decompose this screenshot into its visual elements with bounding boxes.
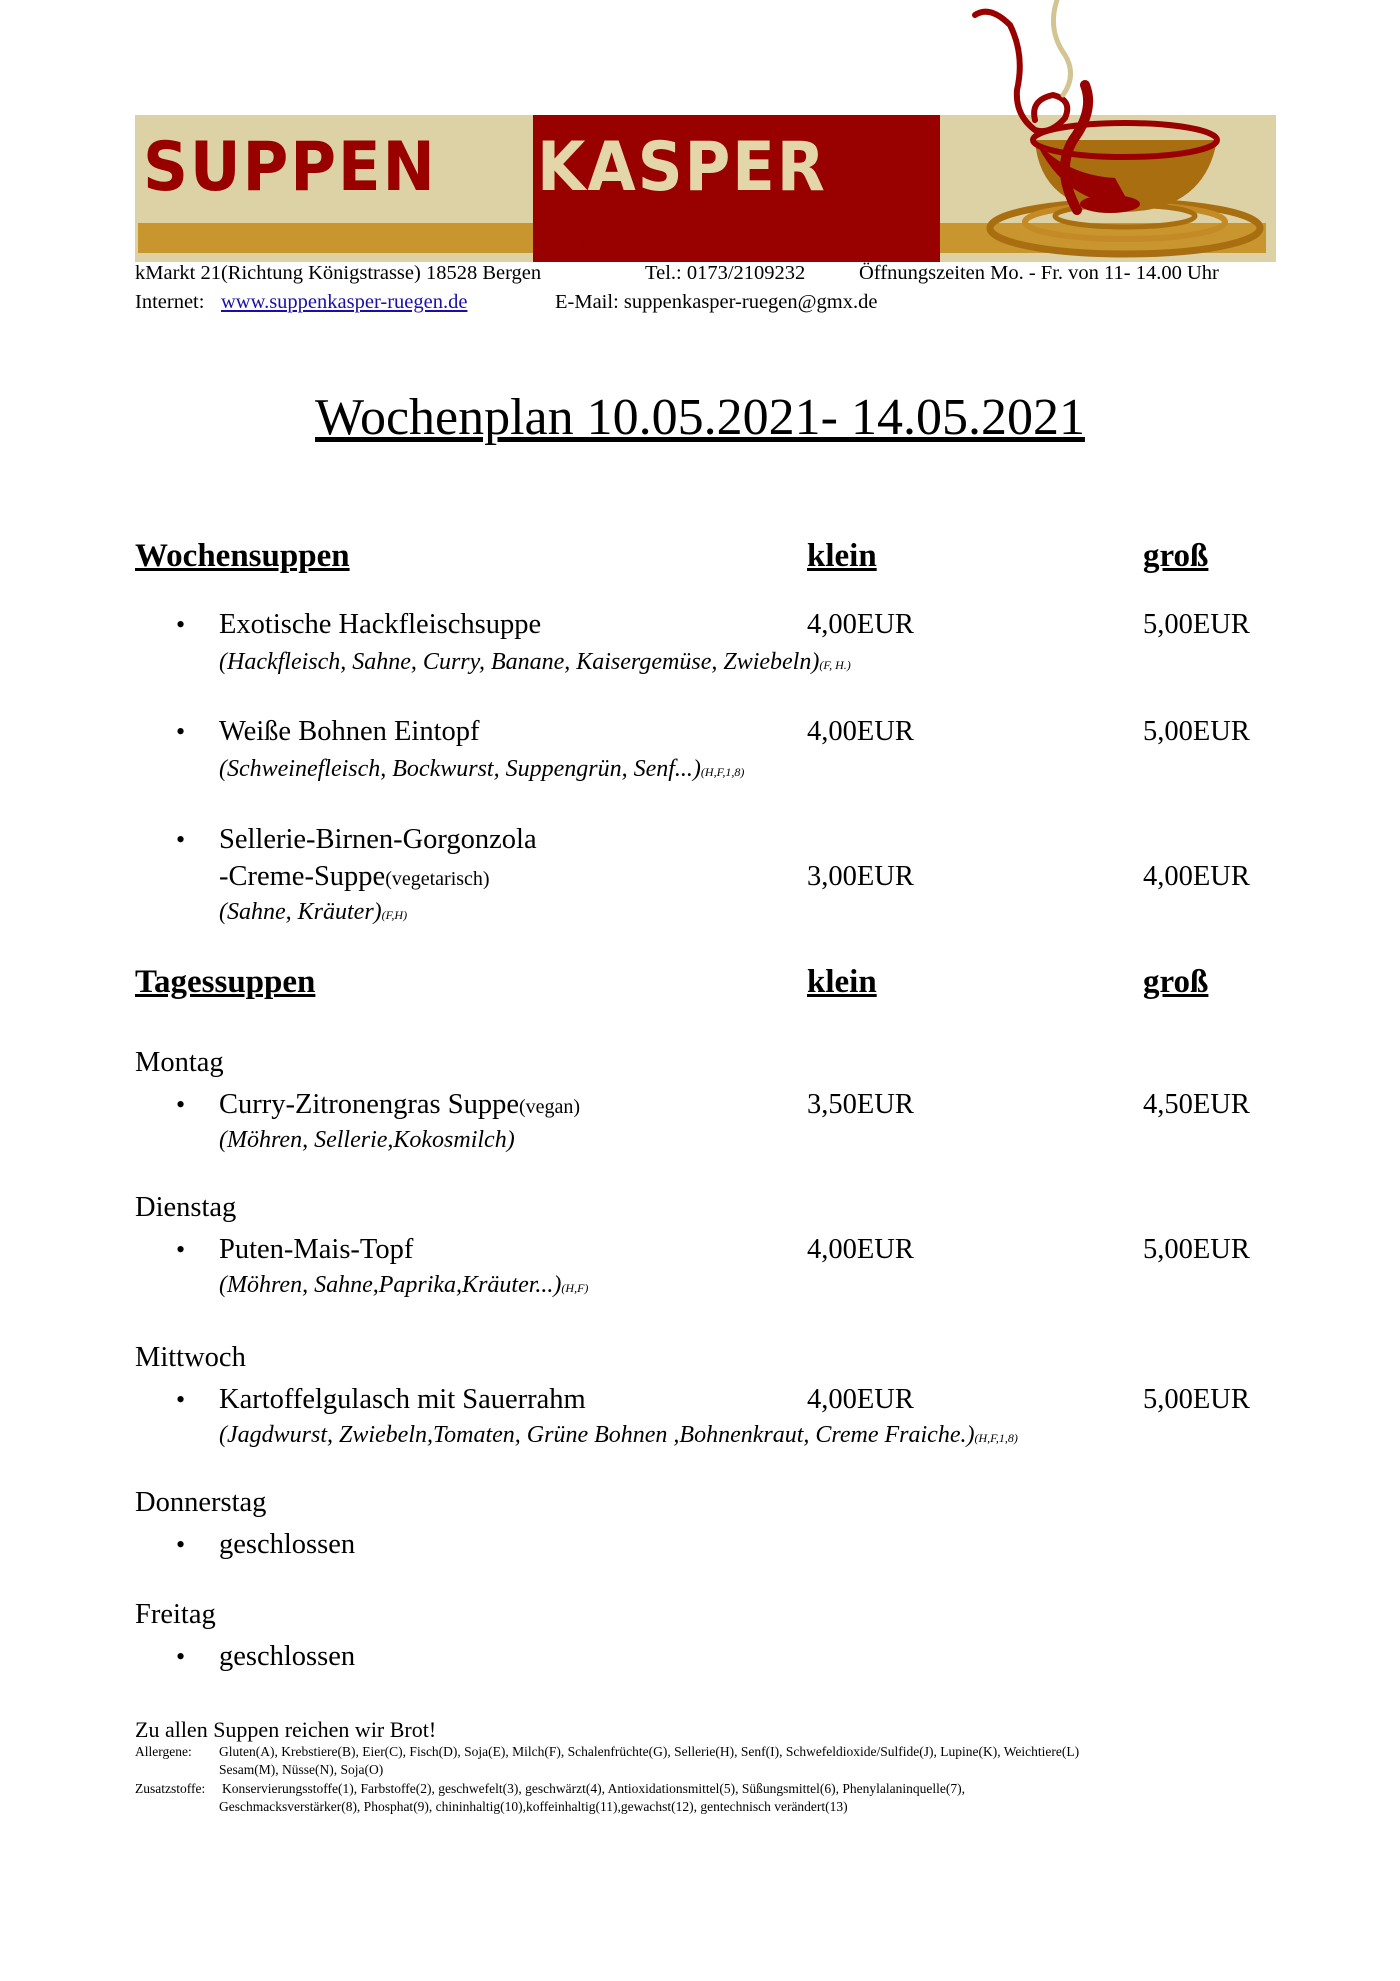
opening-hours: Öffnungszeiten Mo. - Fr. von 11- 14.00 Uhr (859, 262, 1219, 284)
allergens-line2: Sesam(M), Nüsse(N), Soja(O) (219, 1762, 384, 1777)
ingredients-text: (Schweinefleisch, Bockwurst, Suppengrün, Senf...) (219, 756, 701, 782)
day-label: Mittwoch (135, 1342, 246, 1373)
soup-name: Exotische Hackfleischsuppe (219, 609, 542, 640)
brand-name-right: KASPER (537, 128, 827, 207)
price-small: 3,00EUR (807, 861, 914, 892)
bullet: • (176, 1530, 186, 1559)
website-link[interactable]: www.suppenkasper-ruegen.de (221, 291, 468, 313)
additives-line1: Konservierungsstoffe(1), Farbstoffe(2), geschwefelt(3), geschwärzt(4), Antioxidationsmittel(5), Süßungsmittel(6), Phenylalaninquelle(7), (222, 1781, 965, 1796)
soup-ingredients (219, 1272, 588, 1299)
bullet: • (176, 825, 186, 854)
price-small: 4,00EUR (807, 1234, 914, 1265)
allergen-codes: (F, H.) (819, 658, 851, 672)
price-small: 4,00EUR (807, 609, 914, 640)
soup-name-line1: Sellerie-Birnen-Gorgonzola (219, 824, 537, 855)
soup-bowl-ladle-icon (955, 0, 1275, 262)
soup-name: Kartoffelgulasch mit Sauerrahm (219, 1384, 586, 1415)
title-text: Wochenplan 10.05.2021- 14.05.2021 (315, 389, 1085, 446)
allergen-codes: (H,F,1,8) (974, 1431, 1018, 1445)
ingredients-text: (Hackfleisch, Sahne, Curry, Banane, Kaisergemüse, Zwiebeln) (219, 649, 820, 675)
logo-banner (135, 0, 1276, 262)
price-large: 5,00EUR (1143, 716, 1250, 747)
ingredients-text: (Möhren, Sahne,Paprika,Kräuter...) (219, 1272, 562, 1298)
weekly-soups-heading: Wochensuppen (135, 538, 350, 574)
daily-soups-heading: Tagessuppen (135, 964, 316, 1000)
additives-line2: Geschmacksverstärker(8), Phosphat(9), chininhaltig(10),koffeinhaltig(11),gewachst(12), gentechnisch verändert(13) (219, 1799, 848, 1814)
address: kMarkt 21(Richtung Königstrasse) 18528 Bergen (135, 262, 542, 284)
allergen-codes: (F,H) (381, 908, 408, 922)
phone: Tel.: 0173/2109232 (645, 262, 806, 284)
brand-tagline: einfach.lecker.essen. (565, 222, 836, 254)
soup-ingredients: (Möhren, Sellerie,Kokosmilch) (219, 1127, 515, 1153)
diet-tag: (vegan) (518, 1096, 581, 1118)
column-large-heading: groß (1143, 538, 1209, 574)
price-large: 5,00EUR (1143, 1384, 1250, 1415)
allergens-label: Allergene: (135, 1744, 192, 1759)
soup-name: Puten-Mais-Topf (219, 1234, 414, 1265)
price-small: 4,00EUR (807, 716, 914, 747)
ingredients-text: (Jagdwurst, Zwiebeln,Tomaten, Grüne Bohnen ,Bohnenkraut, Creme Fraiche.) (219, 1422, 975, 1448)
internet-label: Internet: (135, 291, 205, 313)
allergen-codes: (H,F,1,8) (700, 765, 745, 779)
soup-name-text: Curry-Zitronengras Suppe (219, 1089, 519, 1120)
price-large: 5,00EUR (1143, 1234, 1250, 1265)
brand-name-left: SUPPEN (143, 128, 437, 207)
soup-name-text: -Creme-Suppe (219, 861, 386, 892)
email: E-Mail: suppenkasper-ruegen@gmx.de (555, 291, 878, 313)
price-large: 4,50EUR (1143, 1089, 1250, 1120)
price-large: 5,00EUR (1143, 609, 1250, 640)
bullet: • (176, 610, 186, 639)
closed-label: geschlossen (219, 1641, 356, 1672)
additives-label: Zusatzstoffe: (135, 1781, 206, 1796)
day-label: Dienstag (135, 1192, 237, 1223)
day-label: Freitag (135, 1599, 216, 1630)
bullet: • (176, 1090, 186, 1119)
soup-ingredients (219, 1422, 1018, 1449)
ingredients-text: (Sahne, Kräuter) (219, 899, 382, 925)
price-small: 4,00EUR (807, 1384, 914, 1415)
bullet: • (176, 1642, 186, 1671)
page-title (0, 388, 1400, 447)
price-small: 3,50EUR (807, 1089, 914, 1120)
soup-ingredients (219, 756, 744, 783)
column-small-heading: klein (807, 538, 877, 574)
soup-name-line2 (219, 861, 490, 893)
soup-ingredients (219, 899, 407, 926)
soup-name: Weiße Bohnen Eintopf (219, 716, 480, 747)
bullet: • (176, 1385, 186, 1414)
column-small-heading: klein (807, 964, 877, 1000)
allergen-codes: (H,F) (561, 1281, 589, 1295)
closed-label: geschlossen (219, 1529, 356, 1560)
day-label: Donnerstag (135, 1487, 267, 1518)
column-large-heading: groß (1143, 964, 1209, 1000)
soup-ingredients (219, 649, 851, 676)
diet-tag: (vegetarisch) (385, 868, 490, 890)
price-large: 4,00EUR (1143, 861, 1250, 892)
allergens-line1: Gluten(A), Krebstiere(B), Eier(C), Fisch(D), Soja(E), Milch(F), Schalenfrüchte(G), Sellerie(H), Senf(I), Schwefeldioxide/Sulfide(J), Lupine(K), Weichtiere(L) (219, 1744, 1080, 1759)
bread-note: Zu allen Suppen reichen wir Brot! (135, 1717, 437, 1742)
bullet: • (176, 1235, 186, 1264)
day-label: Montag (135, 1047, 224, 1078)
bullet: • (176, 717, 186, 746)
soup-name (219, 1089, 580, 1121)
